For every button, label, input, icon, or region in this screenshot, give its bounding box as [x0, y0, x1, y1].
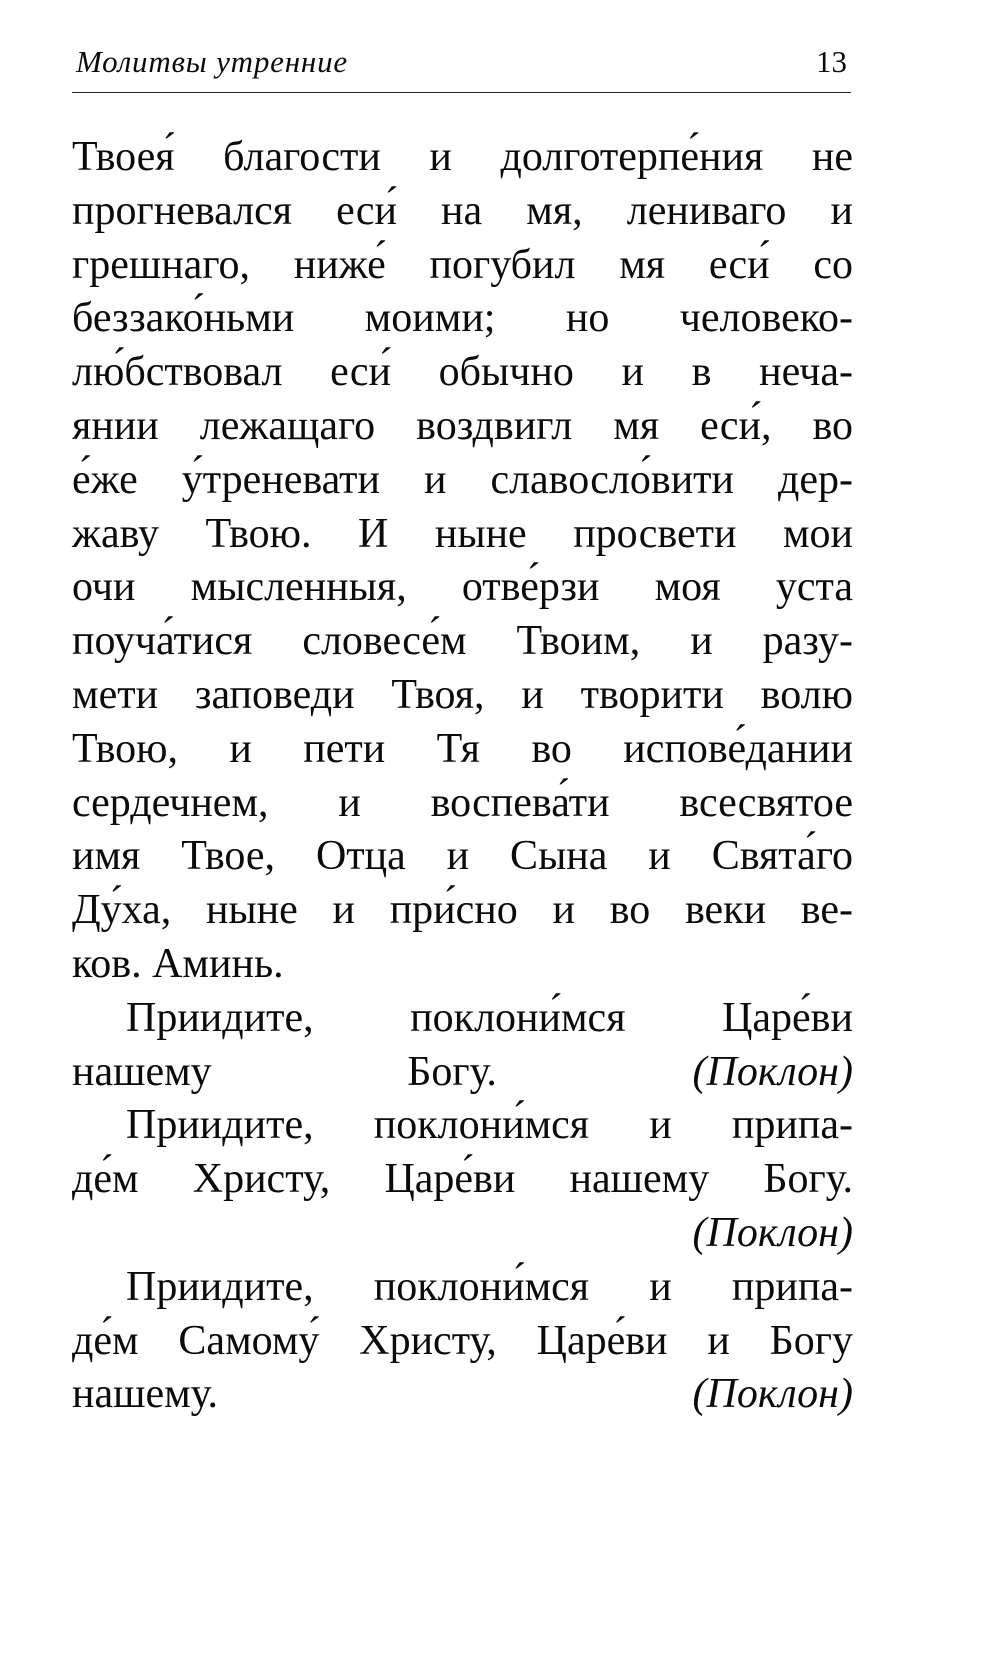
page-number: 13 — [816, 44, 847, 79]
invocation-text: нашему. — [72, 1371, 218, 1418]
invocation-text: нашему Богу. — [72, 1048, 497, 1095]
running-header — [72, 42, 851, 93]
invocation-line-with-rubric — [72, 1368, 853, 1422]
text-line: сердечнем, и воспева́ти всесвятое — [72, 779, 853, 826]
text-line: е́же у́треневати и славосло́вити дер- — [72, 456, 853, 503]
text-line: имя Твое, Отца и Сына и Свята́го — [72, 833, 853, 880]
invocation-line: Приидите, поклони́мся и припа- — [126, 1263, 853, 1310]
bow-rubric: (Поклон) — [692, 1209, 853, 1256]
invocation-line: Приидите, поклони́мся и припа- — [126, 1102, 853, 1149]
bow-rubric: (Поклон) — [692, 1048, 853, 1095]
text-line: Твоея́ благости и долготерпе́ния не — [72, 134, 853, 180]
text-line: Твою, и пети Тя во испове́дании — [72, 725, 853, 772]
text-line: Ду́ха, ныне и при́сно и во веки ве- — [72, 887, 853, 934]
text-line: прогневался еси́ на мя, лениваго и — [72, 187, 853, 234]
prayer-text — [72, 131, 853, 1422]
text-line: жаву Твою. И ныне просвети мои — [72, 510, 853, 557]
invocation-line: Приидите, поклони́мся Царе́ви — [126, 994, 853, 1041]
running-title: Молитвы утренние — [76, 44, 348, 79]
text-line: очи мысленныя, отве́рзи моя уста — [72, 564, 853, 611]
invocation-line-with-rubric — [72, 1046, 853, 1100]
bow-rubric: (Поклон) — [692, 1371, 853, 1418]
text-line: мети заповеди Твоя, и творити волю — [72, 671, 853, 718]
text-line: беззако́ньми моими; но человеко- — [72, 295, 853, 342]
text-line: лю́бствовал еси́ обычно и в неча- — [72, 349, 853, 396]
invocation-line: де́м Самому́ Христу, Царе́ви и Богу — [72, 1317, 853, 1364]
text-line: поуча́тися словесе́м Твоим, и разу- — [72, 618, 853, 665]
text-line: грешнаго, ниже́ погубил мя еси́ со — [72, 241, 853, 288]
text-line: ков. Аминь. — [72, 940, 284, 987]
invocation-line: де́м Христу, Царе́ви нашему Богу. — [72, 1156, 853, 1203]
text-line: янии лежащаго воздвигл мя еси́, во — [72, 402, 853, 449]
